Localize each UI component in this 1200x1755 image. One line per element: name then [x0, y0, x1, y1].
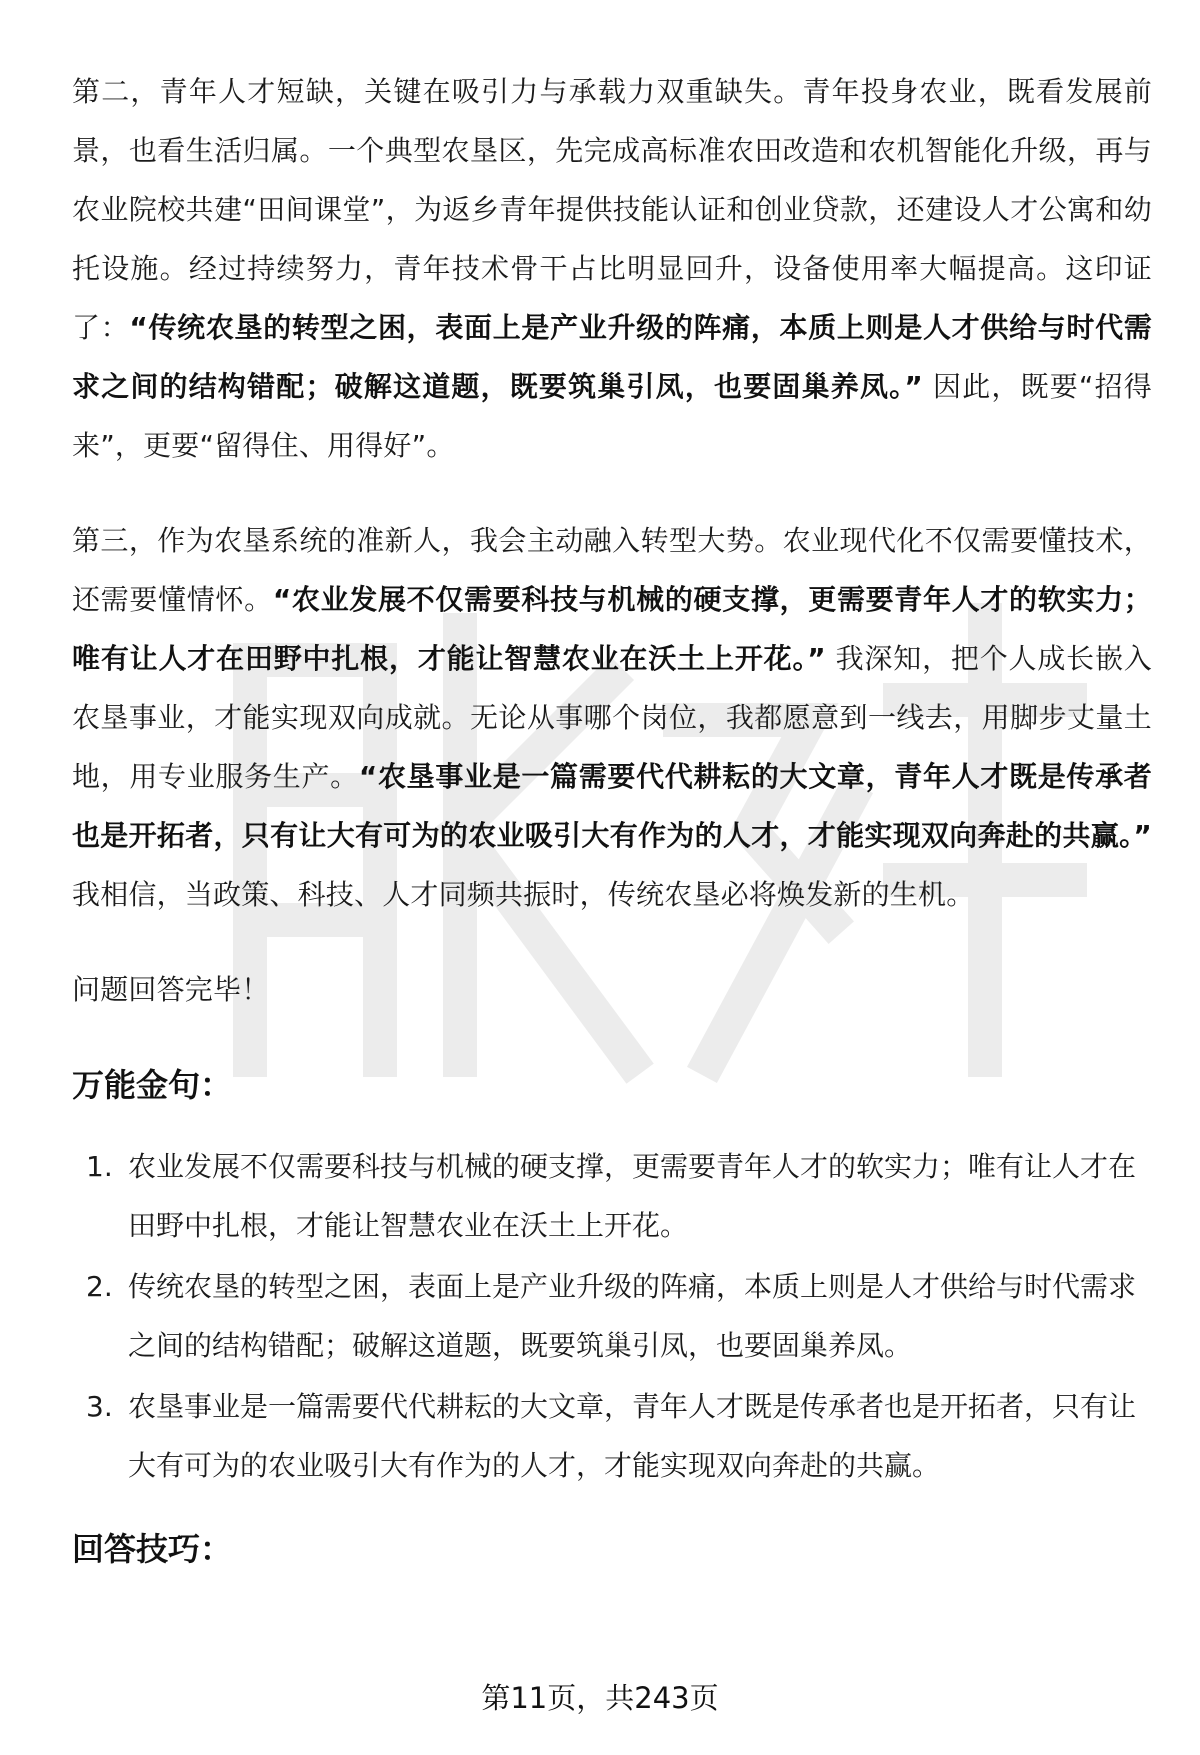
- paragraph-text: 我相信，当政策、科技、人才同频共振时，传统农垦必将焕发新的生机。: [72, 878, 975, 911]
- paragraph-text: 我深知，把个人成长嵌入农垦事业，才能实现双向成就。无论从事哪个岗位，我都愿意到一线去，用脚步丈量土地，用专业服务生产。: [72, 642, 1152, 793]
- paragraph-third-point: [72, 511, 1152, 924]
- bold-quote: “农垦事业是一篇需要代代耕耘的大文章，青年人才既是传承者也是开拓者，只有让大有可为的农业吸引大有作为的人才，才能实现双向奔赴的共赢。”: [72, 760, 1152, 852]
- list-item: [72, 1137, 1152, 1255]
- bold-quote: “传统农垦的转型之困，表面上是产业升级的阵痛，本质上则是人才供给与时代需求之间的结构错配；破解这道题，既要筑巢引凤，也要固巢养凤。”: [72, 311, 1152, 403]
- list-number: 1.: [86, 1150, 113, 1183]
- section-title-quotes: 万能金句：: [72, 1066, 233, 1104]
- quotes-list: [72, 1137, 1152, 1495]
- list-item-text: 农垦事业是一篇需要代代耕耘的大文章，青年人才既是传承者也是开拓者，只有让大有可为的农业吸引大有作为的人才，才能实现双向奔赴的共赢。: [128, 1390, 1137, 1482]
- spacer: [72, 475, 1152, 511]
- bold-quote: “农业发展不仅需要科技与机械的硬支撑，更需要青年人才的软实力；唯有让人才在田野中扎根，才能让智慧农业在沃土上开花。”: [72, 583, 1153, 675]
- paragraph-text: 第三，作为农垦系统的准新人，我会主动融入转型大势。农业现代化不仅需要懂技术，还需要懂情怀。: [72, 524, 1152, 616]
- closing-line: 问题回答完毕！: [72, 973, 270, 1006]
- list-item-text: 农业发展不仅需要科技与机械的硬支撑，更需要青年人才的软实力；唯有让人才在田野中扎根，才能让智慧农业在沃土上开花。: [128, 1150, 1137, 1242]
- spacer: [72, 1115, 1152, 1137]
- paragraph-text: 第二，青年人才短缺，关键在吸引力与承载力双重缺失。青年投身农业，既看发展前景，也看生活归属。一个典型农垦区，先完成高标准农田改造和农机智能化升级，再与农业院校共建“田间课堂”，为返乡青年提供技能认证和创业贷款，还建设人才公寓和幼托设施。经过持续努力，青年技术骨干占比明显回升，设备使用率大幅提高。这印证了：: [72, 75, 1152, 344]
- document-body: [72, 62, 1152, 1579]
- section-title-tips: 回答技巧：: [72, 1530, 233, 1568]
- list-number: 3.: [86, 1390, 113, 1423]
- list-item: [72, 1377, 1152, 1495]
- list-number: 2.: [86, 1270, 113, 1303]
- list-item-text: 传统农垦的转型之困，表面上是产业升级的阵痛，本质上则是人才供给与时代需求之间的结构错配；破解这道题，既要筑巢引凤，也要固巢养凤。: [128, 1270, 1137, 1362]
- paragraph-text: 因此，既要“招得来”，更要“留得住、用得好”。: [72, 370, 1152, 462]
- spacer: [72, 924, 1152, 960]
- spacer: [72, 1497, 1152, 1519]
- list-item: [72, 1257, 1152, 1375]
- paragraph-second-point: [72, 62, 1152, 475]
- page-footer: 第11页，共243页: [481, 1681, 719, 1715]
- spacer: [72, 1019, 1152, 1055]
